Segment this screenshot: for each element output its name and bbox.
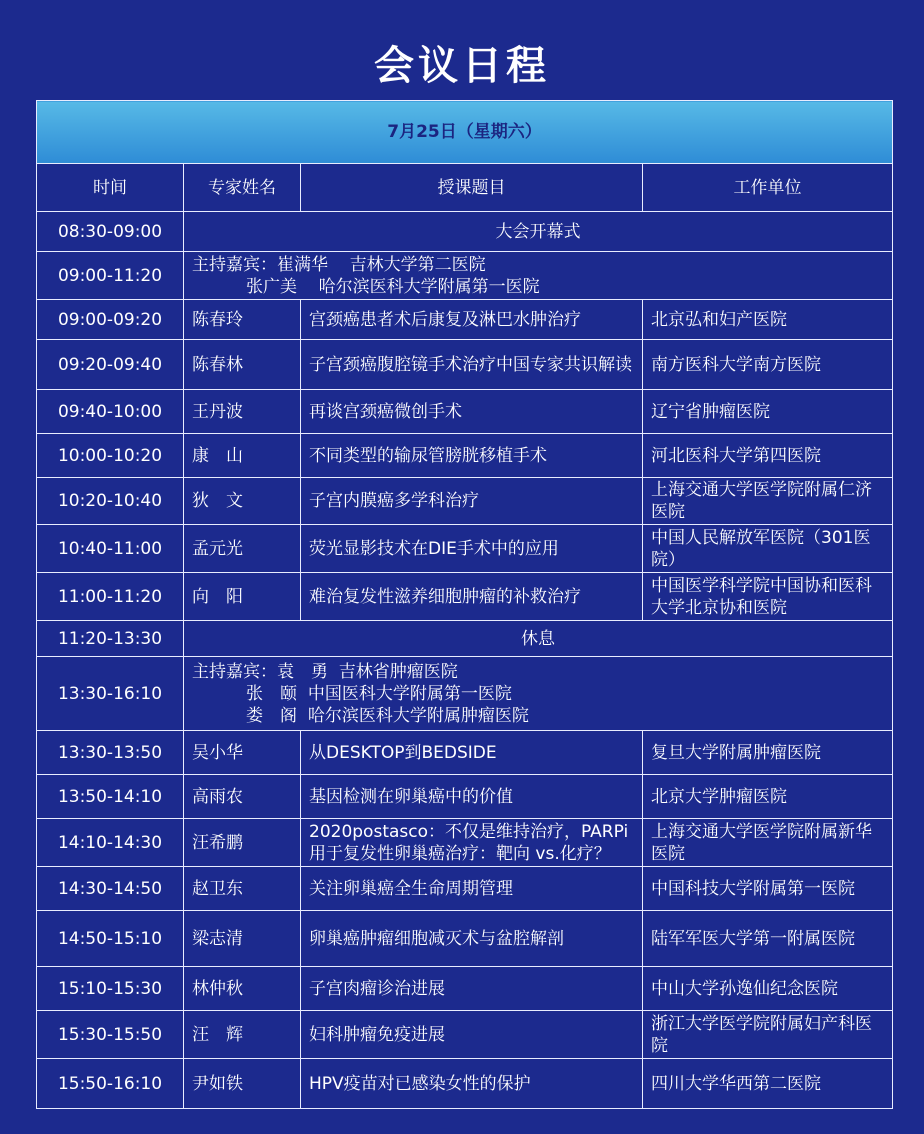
topic-cell: 不同类型的输尿管膀胱移植手术 bbox=[301, 434, 643, 478]
speaker-cell: 赵卫东 bbox=[184, 867, 301, 911]
speaker-cell: 狄 文 bbox=[184, 478, 301, 525]
speaker-cell: 王丹波 bbox=[184, 390, 301, 434]
unit-cell: 北京弘和妇产医院 bbox=[643, 300, 893, 340]
host-line: 娄 阁 哈尔滨医科大学附属肿瘤医院 bbox=[192, 705, 529, 726]
table-row bbox=[37, 478, 893, 525]
time-cell: 10:00-10:20 bbox=[37, 434, 184, 478]
time-cell: 09:20-09:40 bbox=[37, 340, 184, 390]
time-cell: 13:30-16:10 bbox=[37, 657, 184, 731]
table-row bbox=[37, 300, 893, 340]
column-header-row bbox=[37, 164, 893, 212]
time-cell: 10:40-11:00 bbox=[37, 525, 184, 573]
table-row bbox=[37, 212, 893, 252]
header-topic: 授课题目 bbox=[301, 164, 643, 212]
speaker-cell: 高雨农 bbox=[184, 775, 301, 819]
unit-cell: 复旦大学附属肿瘤医院 bbox=[643, 731, 893, 775]
topic-cell: 难治复发性滋养细胞肿瘤的补救治疗 bbox=[301, 573, 643, 621]
unit-cell: 上海交通大学医学院附属新华医院 bbox=[643, 819, 893, 867]
speaker-cell: 孟元光 bbox=[184, 525, 301, 573]
time-cell: 13:50-14:10 bbox=[37, 775, 184, 819]
time-cell: 09:00-09:20 bbox=[37, 300, 184, 340]
time-cell: 14:30-14:50 bbox=[37, 867, 184, 911]
speaker-cell: 尹如铁 bbox=[184, 1059, 301, 1109]
table-row bbox=[37, 573, 893, 621]
page-title: 会议日程 bbox=[374, 43, 550, 89]
unit-cell: 中国人民解放军医院（301医院） bbox=[643, 525, 893, 573]
unit-cell: 北京大学肿瘤医院 bbox=[643, 775, 893, 819]
topic-cell: 卵巢癌肿瘤细胞减灭术与盆腔解剖 bbox=[301, 911, 643, 967]
time-cell: 15:30-15:50 bbox=[37, 1011, 184, 1059]
speaker-cell: 林仲秋 bbox=[184, 967, 301, 1011]
speaker-cell: 梁志清 bbox=[184, 911, 301, 967]
speaker-cell: 陈春林 bbox=[184, 340, 301, 390]
topic-cell: 宫颈癌患者术后康复及淋巴水肿治疗 bbox=[301, 300, 643, 340]
host-cell bbox=[184, 657, 893, 731]
table-row bbox=[37, 252, 893, 300]
topic-cell: 子宫内膜癌多学科治疗 bbox=[301, 478, 643, 525]
unit-cell: 河北医科大学第四医院 bbox=[643, 434, 893, 478]
session-label: 大会开幕式 bbox=[184, 212, 893, 252]
topic-cell: 荧光显影技术在DIE手术中的应用 bbox=[301, 525, 643, 573]
table-row bbox=[37, 340, 893, 390]
topic-cell: HPV疫苗对已感染女性的保护 bbox=[301, 1059, 643, 1109]
unit-cell: 陆军军医大学第一附属医院 bbox=[643, 911, 893, 967]
topic-cell: 再谈宫颈癌微创手术 bbox=[301, 390, 643, 434]
speaker-cell: 汪 辉 bbox=[184, 1011, 301, 1059]
table-row bbox=[37, 967, 893, 1011]
host-line: 主持嘉宾：袁 勇 吉林省肿瘤医院 bbox=[192, 661, 458, 682]
speaker-cell: 汪希鹏 bbox=[184, 819, 301, 867]
table-row bbox=[37, 911, 893, 967]
table-row bbox=[37, 1059, 893, 1109]
topic-cell: 子宫肉瘤诊治进展 bbox=[301, 967, 643, 1011]
time-cell: 13:30-13:50 bbox=[37, 731, 184, 775]
topic-cell: 从DESKTOP到BEDSIDE bbox=[301, 731, 643, 775]
table-row bbox=[37, 775, 893, 819]
time-cell: 15:10-15:30 bbox=[37, 967, 184, 1011]
schedule-table bbox=[36, 100, 893, 1109]
session-label: 休息 bbox=[184, 621, 893, 657]
host-cell bbox=[184, 252, 893, 300]
date-header-row bbox=[37, 101, 893, 164]
host-line: 张 颐 中国医科大学附属第一医院 bbox=[192, 683, 512, 704]
table-row bbox=[37, 657, 893, 731]
topic-cell: 2020postasco：不仅是维持治疗，PARPi用于复发性卵巢癌治疗：靶向 vs.化疗？ bbox=[301, 819, 643, 867]
speaker-cell: 向 阳 bbox=[184, 573, 301, 621]
unit-cell: 中国科技大学附属第一医院 bbox=[643, 867, 893, 911]
unit-cell: 上海交通大学医学院附属仁济医院 bbox=[643, 478, 893, 525]
unit-cell: 浙江大学医学院附属妇产科医院 bbox=[643, 1011, 893, 1059]
time-cell: 09:40-10:00 bbox=[37, 390, 184, 434]
speaker-cell: 吴小华 bbox=[184, 731, 301, 775]
host-line: 张广美 哈尔滨医科大学附属第一医院 bbox=[192, 276, 540, 297]
unit-cell: 四川大学华西第二医院 bbox=[643, 1059, 893, 1109]
header-time: 时间 bbox=[37, 164, 184, 212]
topic-cell: 妇科肿瘤免疫进展 bbox=[301, 1011, 643, 1059]
time-cell: 08:30-09:00 bbox=[37, 212, 184, 252]
time-cell: 11:00-11:20 bbox=[37, 573, 184, 621]
unit-cell: 中国医学科学院中国协和医科大学北京协和医院 bbox=[643, 573, 893, 621]
time-cell: 14:50-15:10 bbox=[37, 911, 184, 967]
topic-cell: 子宫颈癌腹腔镜手术治疗中国专家共识解读 bbox=[301, 340, 643, 390]
unit-cell: 中山大学孙逸仙纪念医院 bbox=[643, 967, 893, 1011]
speaker-cell: 陈春玲 bbox=[184, 300, 301, 340]
time-cell: 09:00-11:20 bbox=[37, 252, 184, 300]
table-row bbox=[37, 621, 893, 657]
header-speaker: 专家姓名 bbox=[184, 164, 301, 212]
table-row bbox=[37, 525, 893, 573]
unit-cell: 南方医科大学南方医院 bbox=[643, 340, 893, 390]
table-row bbox=[37, 434, 893, 478]
time-cell: 10:20-10:40 bbox=[37, 478, 184, 525]
time-cell: 11:20-13:30 bbox=[37, 621, 184, 657]
time-cell: 15:50-16:10 bbox=[37, 1059, 184, 1109]
table-row bbox=[37, 867, 893, 911]
table-row bbox=[37, 1011, 893, 1059]
topic-cell: 基因检测在卵巢癌中的价值 bbox=[301, 775, 643, 819]
table-row bbox=[37, 819, 893, 867]
table-row bbox=[37, 390, 893, 434]
unit-cell: 辽宁省肿瘤医院 bbox=[643, 390, 893, 434]
host-line: 主持嘉宾：崔满华 吉林大学第二医院 bbox=[192, 254, 486, 275]
time-cell: 14:10-14:30 bbox=[37, 819, 184, 867]
header-unit: 工作单位 bbox=[643, 164, 893, 212]
topic-cell: 关注卵巢癌全生命周期管理 bbox=[301, 867, 643, 911]
table-row bbox=[37, 731, 893, 775]
speaker-cell: 康 山 bbox=[184, 434, 301, 478]
date-label: 7月25日（星期六） bbox=[37, 101, 893, 164]
